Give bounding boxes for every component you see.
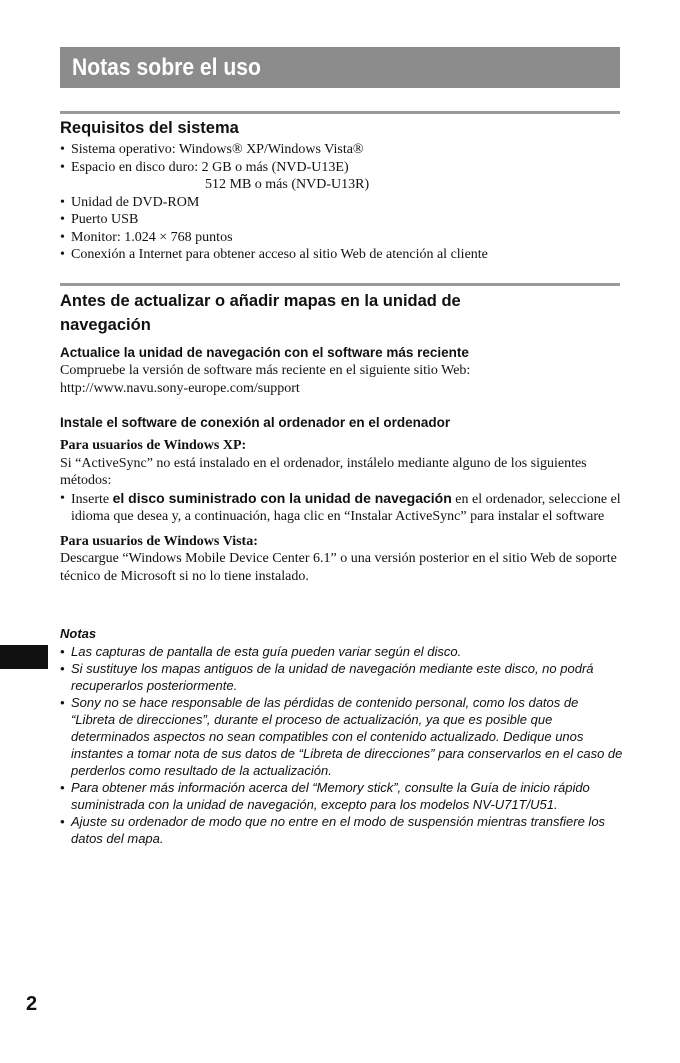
list-item (60, 490, 625, 526)
requisitos-list-block (60, 141, 625, 264)
list-item: • Conexión a Internet para obtener acceso al sitio Web de atención al cliente (60, 246, 625, 264)
section-rule-2 (60, 283, 620, 286)
actualice-text: Compruebe la versión de software más reciente en el siguiente sitio Web: (60, 363, 471, 378)
list-item: • Monitor: 1.024 × 768 puntos (60, 229, 625, 247)
vista-heading: Para usuarios de Windows Vista: (60, 533, 258, 549)
side-tab-marker (0, 645, 48, 669)
list-item: • Sistema operativo: Windows® XP/Windows Vista® (60, 141, 625, 159)
list-item: • Sony no se hace responsable de las pérdidas de contenido personal, como los datos de “Libreta de direcciones”, durante el proceso de actualización, ya que es posible que determinados aspectos no sean compatibles con el contenido actualizado. Dedique unos instantes a tomar nota de sus datos de “Libreta de direcciones” para conservarlos en el caso de perderlos como resultado de la actualización. (60, 694, 625, 779)
requisitos-heading: Requisitos del sistema (60, 119, 239, 137)
page-title: Notas sobre el uso (72, 54, 261, 81)
xp-heading: Para usuarios de Windows XP: (60, 438, 247, 453)
xp-list (60, 490, 625, 526)
instale-heading: Instale el software de conexión al ordenador en el ordenador (60, 415, 451, 430)
instale-block (60, 414, 625, 585)
xp-bullet-pre: Inserte (71, 491, 110, 507)
list-item: • Unidad de DVD-ROM (60, 194, 625, 212)
title-bar (60, 47, 620, 88)
requisitos-list-2 (60, 194, 625, 264)
actualice-block (60, 344, 625, 397)
vista-text: Descargue “Windows Mobile Device Center 6.1” o una versión posterior en el sitio Web de soporte técnico de Microsoft si no lo tiene instalado. (60, 551, 617, 584)
requisitos-list (60, 141, 625, 176)
xp-bullet-bold: el disco suministrado con la unidad de navegación (112, 489, 452, 506)
notas-block (60, 625, 625, 847)
notas-heading: Notas (60, 626, 97, 641)
list-item: • Puerto USB (60, 211, 625, 229)
support-url: http://www.navu.sony-europe.com/support (60, 380, 300, 396)
page-number: 2 (26, 993, 38, 1015)
list-item-continuation: 512 MB o más (NVD-U13R) (205, 177, 370, 192)
section-rule-1 (60, 111, 620, 114)
antes-heading: Antes de actualizar o añadir mapas en la unidad de navegación (60, 292, 461, 334)
list-item: • Espacio en disco duro: 2 GB o más (NVD-U13E) (60, 159, 625, 177)
list-item: • Las capturas de pantalla de esta guía pueden variar según el disco. (60, 643, 625, 660)
list-item: • Ajuste su ordenador de modo que no entre en el modo de suspensión mientras transfiere los datos del mapa. (60, 813, 625, 847)
xp-text: Si “ActiveSync” no está instalado en el ordenador, instálelo mediante alguno de los siguientes métodos: (60, 455, 587, 488)
list-item: • Para obtener más información acerca del “Memory stick”, consulte la Guía de inicio rápido suministrada con la unidad de navegación, excepto para los modelos NV-U71T/U51. (60, 779, 625, 813)
actualice-heading: Actualice la unidad de navegación con el software más reciente (60, 345, 469, 360)
xp-bullet-post: en el ordenador, seleccione el idioma que desea y, a continuación, haga clic en “Instalar ActiveSync” para instalar el software (71, 491, 621, 524)
notas-list (60, 643, 625, 847)
list-item: • Si sustituye los mapas antiguos de la unidad de navegación mediante este disco, no podrá recuperarlos posteriormente. (60, 660, 625, 694)
